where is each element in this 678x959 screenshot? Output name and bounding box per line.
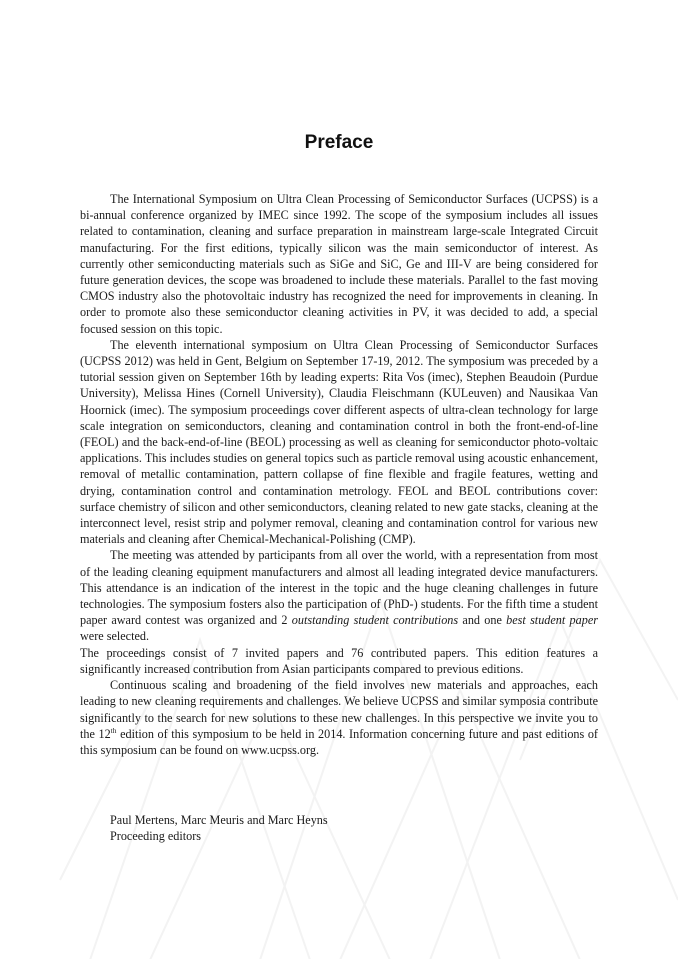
preface-body [80,191,598,758]
outlook-text-end: edition of this symposium to be held in 2014. Information concerning future and past editions of this symposium can be found on www.ucpss.org. [80,726,598,757]
best-student-paper-phrase: best student paper [506,613,598,628]
editor-names: Paul Mertens, Marc Meuris and Marc Heyns [110,813,328,827]
paragraph-outlook [80,677,598,758]
editor-role: Proceeding editors [110,829,202,844]
attendance-text-end: were selected. [80,629,150,644]
outstanding-contributions-phrase: outstanding student contributions [291,613,459,628]
ordinal-suffix: th [110,725,117,735]
attendance-text: The meeting was attended by participants from all over the world, with a representation from most of the leading cleaning equipment manufacturers and almost all leading integrated device manufacturers. This attendance is an indication of the interest in the topic and the huge cleaning challenges in future technologies. The symposium fosters also the participation of (PhD-) students. For the fifth time a student paper award contest was organized and 2 [80,548,598,628]
page-title: Preface [304,132,374,153]
paragraph-intro: The International Symposium on Ultra Clean Processing of Semiconductor Surfaces (UCPSS) is a bi-annual conference organized by IMEC since 1992. The scope of the symposium includes all issues related to contamination, cleaning and surface preparation in mainstream large-scale Integrated Circuit manufacturing. For the first editions, typically silicon was the main semiconductor of interest. As currently other semiconducting materials such as SiGe and SiC, Ge and III-V are being considered for future generation devices, the scope was broadened to include these materials. Parallel to the fast moving CMOS industry also the photovoltaic industry has recognized the need for improvements in cleaning. In order to promote also these semiconductor cleaning activities in PV, it was decided to add, a special focused session on this topic. [80,192,598,336]
paragraph-proceedings: The proceedings consist of 7 invited papers and 76 contributed papers. This edition features a significantly increased contribution from Asian participants compared to previous editions. [80,645,598,676]
paragraph-symposium: The eleventh international symposium on Ultra Clean Processing of Semiconductor Surfaces (UCPSS 2012) was held in Gent, Belgium on September 17-19, 2012. The symposium was preceded by a tutorial session given on September 16th by leading experts: Rita Vos (imec), Stephen Beaudoin (Purdue University), Melissa Hines (Cornell University), Claudia Fleischmann (KULeuven) and Nausikaa Van Hoornick (imec). The symposium proceedings cover different aspects of ultra-clean technology for large scale integration on semiconductors, cleaning and contamination control in both the front-end-of-line (FEOL) and the back-end-of-line (BEOL) processing as well as cleaning for semiconductor photo-voltaic applications. This includes studies on general topics such as particle removal using acoustic enhancement, removal of metallic contamination, pattern collapse of fine flexible and fragile features, wetting and drying, contamination control and contamination metrology. FEOL and BEOL contributions cover: surface chemistry of silicon and other semiconductors, cleaning related to new gate stacks, cleaning at the interconnect level, resist strip and polymer removal, cleaning and contamination control for various new materials and cleaning after Chemical-Mechanical-Polishing (CMP). [80,337,598,547]
outlook-text: Continuous scaling and broadening of the field involves new materials and approaches, each leading to new cleaning requirements and challenges. We believe UCPSS and similar symposia contribute significantly to the search for new solutions to these new challenges. In this perspective we invite you to the 12 [80,678,598,741]
paragraph-attendance [80,547,598,644]
attendance-text-joiner: and one [458,613,507,628]
signature-block [110,812,328,844]
